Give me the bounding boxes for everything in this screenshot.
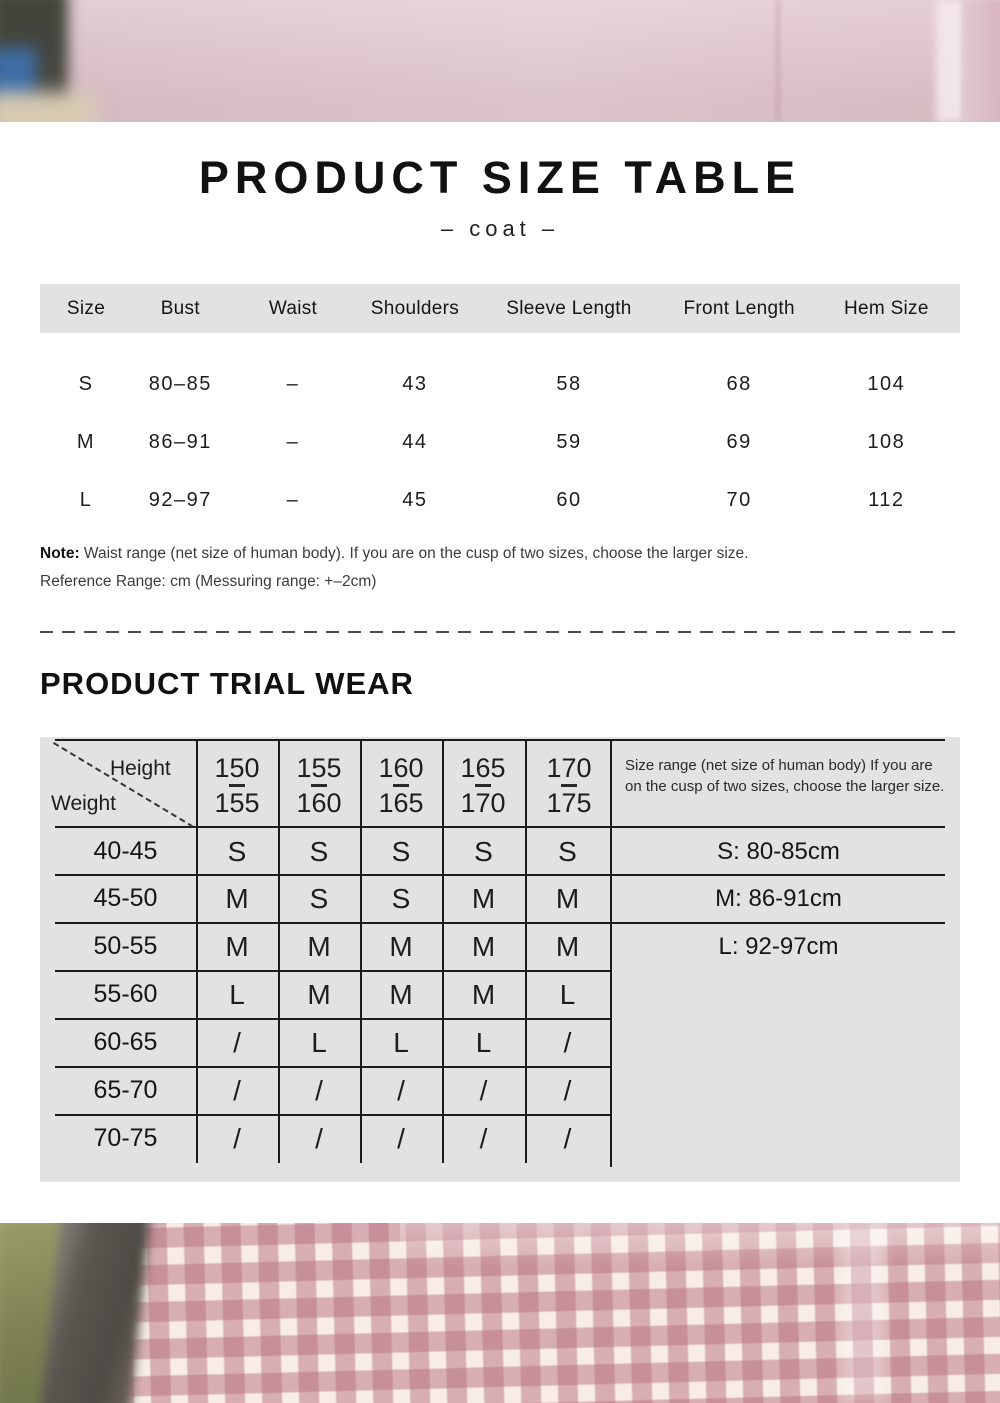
size-cell: / [397, 1122, 405, 1154]
size-table-header-row [40, 284, 960, 333]
cell-sleeve: 58 [556, 372, 582, 395]
trial-row [196, 828, 610, 875]
size-cell: L [311, 1026, 327, 1058]
range-top: 165 [460, 752, 506, 783]
height-range-header [278, 747, 360, 823]
size-table-header-bust: Bust [160, 297, 200, 319]
size-cell: L [475, 1026, 492, 1058]
range-bottom: 170 [460, 787, 506, 818]
size-cell: M [307, 978, 331, 1010]
weight-range-label: 70-75 [93, 1124, 158, 1152]
size-cell: S [309, 835, 329, 867]
cell-bust: 86–91 [148, 430, 212, 453]
cell-size: M [76, 430, 96, 453]
range-dash [229, 784, 245, 787]
trial-row [196, 1115, 610, 1162]
size-cell: L [559, 978, 576, 1010]
size-cell: M [307, 930, 331, 962]
weight-range-label: 65-70 [93, 1076, 158, 1104]
cell-waist: – [286, 430, 300, 453]
size-cell: M [471, 930, 496, 962]
size-table-row-l [40, 471, 960, 529]
height-axis-label: Height [110, 757, 171, 780]
table-top-border [55, 739, 945, 741]
weight-range-label: 50-55 [93, 932, 158, 960]
trial-wear-heading: PRODUCT TRIAL WEAR [40, 666, 414, 701]
size-table-header-waist: Waist [268, 297, 318, 319]
trial-row [196, 875, 610, 922]
cell-shoulders: 45 [402, 488, 428, 511]
trial-wear-table [40, 737, 960, 1182]
size-cell: / [233, 1122, 241, 1154]
size-cell: / [563, 1026, 572, 1058]
trial-row [196, 1019, 610, 1066]
cell-bust: 80–85 [148, 372, 212, 395]
height-range-header [528, 747, 610, 823]
range-bottom: 175 [546, 787, 592, 818]
size-cell: S [474, 835, 493, 867]
cell-size: L [79, 488, 93, 511]
size-cell: M [389, 978, 413, 1010]
size-table-header-front: Front Length [683, 297, 795, 319]
size-cell: S [227, 835, 247, 867]
size-table-header-hem: Hem Size [843, 297, 929, 319]
weight-range-label: 40-45 [93, 837, 158, 865]
legend-note [625, 755, 955, 797]
page-title: PRODUCT SIZE TABLE [198, 152, 802, 203]
size-cell: / [233, 1074, 241, 1106]
size-cell: / [479, 1074, 488, 1106]
page-subtitle: – coat – [440, 216, 560, 241]
size-cell: M [555, 882, 580, 914]
cell-hem: 104 [867, 372, 906, 395]
cell-shoulders: 43 [402, 372, 428, 395]
cell-bust: 92–97 [148, 488, 212, 511]
product-photo-bottom [0, 1223, 1000, 1403]
height-range-header [360, 747, 442, 823]
range-dash [311, 784, 327, 787]
range-dash [475, 784, 491, 787]
legend-item-s: S: 80-85cm [717, 837, 840, 865]
trial-row [196, 1067, 610, 1114]
range-dash [393, 784, 409, 787]
weight-range-label: 55-60 [93, 980, 158, 1008]
size-cell: M [471, 978, 496, 1010]
note-line-2: Reference Range: cm (Messuring range: +–2cm) [40, 573, 377, 590]
range-top: 150 [214, 752, 260, 783]
legend-item-l: L: 92-97cm [718, 932, 839, 960]
legend-note-line-1: Size range (net size of human body) If you are [625, 757, 933, 774]
size-table-body [40, 333, 960, 529]
size-cell: L [229, 978, 245, 1010]
size-cell: / [233, 1026, 241, 1058]
size-table-header-shoulders: Shoulders [370, 297, 460, 319]
size-cell: / [397, 1074, 405, 1106]
size-cell: S [309, 882, 329, 914]
cell-waist: – [286, 372, 300, 395]
size-cell: M [225, 882, 249, 914]
size-table [40, 284, 960, 529]
size-cell: / [479, 1122, 488, 1154]
trial-row [196, 971, 610, 1018]
size-table-row-s [40, 355, 960, 413]
fabric-highlight [400, 1223, 1000, 1268]
note-line-1 [40, 540, 748, 568]
range-dash [561, 784, 577, 787]
trial-row [196, 923, 610, 970]
size-table-row-m [40, 413, 960, 471]
size-cell: S [558, 835, 577, 867]
fabric-right-edge [962, 0, 1000, 122]
note-text: Waist range (net size of human body). If you are on the cusp of two sizes, choose the larger size. [79, 545, 749, 562]
size-cell: M [389, 930, 413, 962]
note-label: Note: [40, 545, 80, 562]
cell-waist: – [286, 488, 300, 511]
size-cell: / [563, 1074, 572, 1106]
size-cell: S [391, 882, 411, 914]
fabric-fold-line [776, 0, 780, 122]
weight-range-label: 45-50 [93, 884, 158, 912]
height-range-header [442, 747, 524, 823]
size-cell: M [225, 930, 249, 962]
cell-hem: 112 [868, 488, 905, 511]
legend-note-line-2: on the cusp of two sizes, choose the larger size. [625, 778, 945, 795]
range-bottom: 155 [214, 787, 260, 818]
range-top: 160 [378, 752, 424, 783]
cell-hem: 108 [867, 430, 906, 453]
cell-sleeve: 60 [556, 488, 582, 511]
size-note [40, 540, 748, 596]
dashed-divider [40, 631, 958, 633]
weight-axis-label: Weight [51, 792, 116, 815]
cell-front: 70 [726, 488, 752, 511]
fabric-highlight-band [936, 0, 964, 122]
range-bottom: 165 [378, 787, 424, 818]
size-cell: M [555, 930, 580, 962]
cell-size: S [78, 372, 94, 395]
fabric-fold-highlight [842, 1223, 884, 1403]
range-top: 155 [296, 752, 342, 783]
range-bottom: 160 [296, 787, 342, 818]
size-cell: / [563, 1122, 572, 1154]
size-cell: L [393, 1026, 409, 1058]
range-top: 170 [546, 752, 592, 783]
cell-shoulders: 44 [402, 430, 428, 453]
size-cell: M [471, 882, 496, 914]
weight-range-label: 60-65 [93, 1028, 158, 1056]
cell-sleeve: 59 [556, 430, 582, 453]
size-table-header-sleeve: Sleeve Length [506, 297, 632, 319]
size-cell: / [315, 1122, 323, 1154]
size-cell: S [391, 835, 411, 867]
cell-front: 68 [726, 372, 752, 395]
product-photo-top [0, 0, 1000, 122]
cell-front: 69 [726, 430, 752, 453]
height-range-header [196, 747, 278, 823]
size-table-header-size: Size [66, 297, 106, 319]
legend-item-m: M: 86-91cm [715, 884, 842, 912]
photo-beige-object [0, 92, 96, 122]
size-cell: / [315, 1074, 323, 1106]
